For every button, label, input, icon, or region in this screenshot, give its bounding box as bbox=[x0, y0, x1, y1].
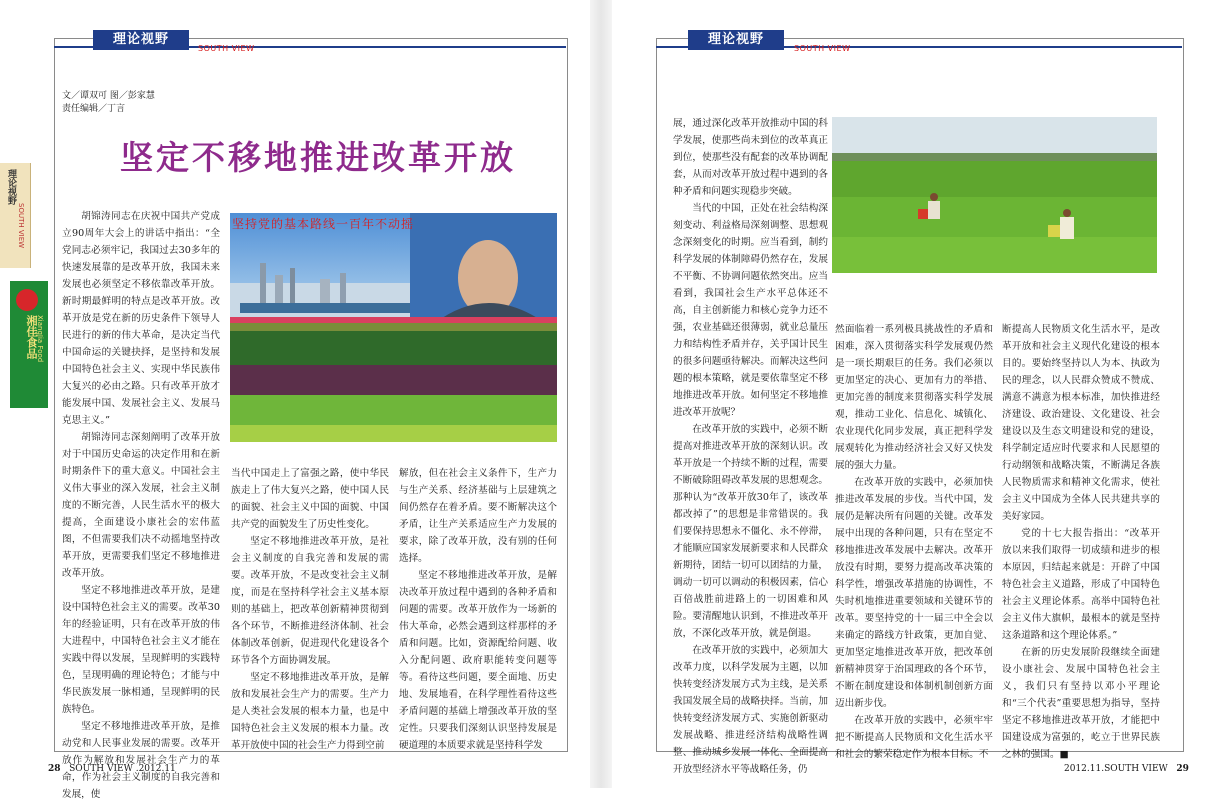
paragraph: 胡锦涛同志深刻阐明了改革开放对于中国历史命运的决定作用和在新时期条件下的重大意义。中国社会主义伟大事业的深入发展，社会主义制度的不断完善，人民生活水平的极大提高，全面建设小康社会的宏伟蓝图，不但需要我们决不动摇地坚持改革开放，更需要我们坚定不移地推进改革开放。 bbox=[62, 432, 220, 579]
section-en-label: SOUTH VIEW bbox=[198, 44, 255, 53]
paragraph: 坚定不移地推进改革开放，是解决改革开放过程中遇到的各种矛盾和问题的需要。改革开放作为一场新的伟大革命，必然会遇到这样那样的矛盾和问题。比如，资源配给问题、收入分配问题、政府职能转变问题等等。看待这些问题，要全面地、历史地、发展地看，在科学理性看待这些矛盾问题的基础上增强改革开放的坚定性。只要我们深刻认识坚持发展是硬道理的本质要求就是坚持科学发 bbox=[399, 570, 557, 751]
paragraph: 在改革开放的实践中，必须加快推进改革发展的步伐。当代中国，发展仍是解决所有问题的关键。改革发展中出现的各种问题，只有在坚定不移地推进改革发展中去解决。改革开放没有时期，要努力提高改革决策的科学性，增强改革措施的协调性，不失时机地推进重要领域和关键环节的改革。要坚持党的十一届三中全会以来确定的路线方针政策，更加自觉、更加坚定地推进改革开放，把改革创新精神贯穿于治国理政的各个环节，不断在制度建设和体制机制创新方面迈出新步伐。 bbox=[835, 477, 993, 709]
section-en-label: SOUTH VIEW bbox=[794, 44, 851, 53]
paragraph: 断提高人民物质文化生活水平，是改革开放和社会主义现代化建设的根本目的。要始终坚持以人为本、执政为民的理念，以人民群众赞成不赞成、满意不满意为根本标准，加快推进经济建设、政治建设、文化建设、社会建设以及生态文明建设和党的建设，科学制定适应时代要求和人民愿望的行动纲领和战略决策，不断满足各族人民物质需求和精神文化需求，使社会主义中国成为全体人民共建共享的美好家园。 bbox=[1002, 324, 1160, 522]
page-number: 28 bbox=[48, 764, 61, 774]
editor-credit: 责任编辑／丁言 bbox=[62, 104, 126, 114]
page-number: 29 bbox=[1176, 764, 1189, 774]
paragraph: 坚定不移地推进改革开放，是推动党和人民事业发展的需要。改革开放作为解放和发展社会生产力的革命，作为社会主义制度的自我完善和发展，使 bbox=[62, 721, 220, 800]
paragraph: 然面临着一系列极具挑战性的矛盾和困难，深入贯彻落实科学发展观仍然是一项长期艰巨的任务。我们必须以更加坚定的决心、更加有力的举措、更加完善的制度来贯彻落实科学发展观，推动工业化、信息化、城镇化、农业现代化同步发展，真正把科学发展观转化为推动经济社会又好又快发展的强大力量。 bbox=[835, 324, 993, 471]
right-col-3 bbox=[1002, 321, 1160, 760]
paragraph: 党的十七大报告指出：“改革开放以来我们取得一切成绩和进步的根本原因，归结起来就是：开辟了中国特色社会主义道路，形成了中国特色社会主义理论体系。高举中国特色社会主义伟大旗帜，最根本的就是坚持这条道路和这个理论体系。” bbox=[1002, 528, 1160, 641]
section-tab: 理论视野 bbox=[688, 30, 784, 50]
right-col-1 bbox=[673, 115, 828, 775]
paragraph: 当代的中国，正处在社会结构深刻变动、利益格局深刻调整、思想观念深刻变化的时期。应当看到，制约科学发展的体制障碍仍然存在，发展不平衡、不协调问题依然突出。应当看到，我国社会生产水平总体还不高，自主创新能力和核心竞争力还不强，农业基础还很薄弱，就业总量压力和结构性矛盾并存，关乎国计民生的很多问题亟待解决。而解决这些问题的根本策略，就是要依靠坚定不移地推进改革开放。如何坚定不移地推进改革开放呢？ bbox=[673, 203, 828, 418]
page-title: 坚定不移地推进改革开放 bbox=[120, 138, 516, 177]
issue-label: 2012.11.SOUTH VIEW bbox=[1064, 764, 1168, 774]
side-section-tab bbox=[0, 163, 31, 268]
paragraph: 胡锦涛同志在庆祝中国共产党成立90周年大会上的讲话中指出：“全党同志必须牢记，我国过去30多年的快速发展靠的是改革开放，我国未来发展也必须坚定不移依靠改革开放。新时期最鲜明的特点是改革开放。改革开放是党在新的历史条件下领导人民进行的新的伟大革命，是决定当代中国命运的关键抉择，是坚持和发展中国特色社会主义、实现中华民族伟大复兴的必由之路。只有改革开放才能发展中国、发展社会主义、发展马克思主义。” bbox=[62, 211, 220, 426]
paragraph: 在改革开放的实践中，必须牢牢把不断提高人民物质和文化生活水平和社会的繁荣稳定作为根本目标。不 bbox=[835, 715, 993, 760]
side-tab-label: 理论视野 bbox=[6, 169, 16, 205]
spread-gutter bbox=[590, 0, 612, 788]
right-col-2 bbox=[835, 321, 993, 760]
author-credit: 文／谭双可 图／彭家慧 bbox=[62, 91, 155, 101]
paragraph: 坚定不移地推进改革开放，是解放和发展社会生产力的需要。生产力是人类社会发展的根本力量，也是中国特色社会主义发展的根本力量。改革开放使中国的社会生产力得到空前 bbox=[231, 672, 389, 751]
sponsor-name-en: XiangJia Food bbox=[36, 315, 44, 363]
billboard-photo bbox=[230, 213, 557, 442]
paragraph: 在改革开放的实践中，必须不断提高对推进改革开放的深刻认识。改革开放是一个持续不断的过程，需要不断破除阻碍改革发展的思想观念。那种认为“改革开放30年了，该改革都改掉了”的思想是非常错误的。我们要保持思想永不僵化、永不停滞，才能顺应国家发展新要求和人民群众新期待，团结一切可以团结的力量，调动一切可以调动的积极因素，信心百倍战胜前进路上的一切困难和风险。要清醒地认识到，不推进改革开放，不深化改革开放，就是倒退。 bbox=[673, 424, 828, 639]
section-tab: 理论视野 bbox=[93, 30, 189, 50]
left-col-2 bbox=[231, 465, 389, 751]
field-photo-image bbox=[832, 117, 1157, 273]
side-tab-en-label: SOUTH VIEW bbox=[17, 203, 25, 249]
sponsor-name: 湘佳食品 bbox=[25, 315, 38, 359]
paragraph: 解放，但在社会主义条件下，生产力与生产关系、经济基础与上层建筑之间仍然存在着矛盾。要不断解决这个矛盾，让生产关系适应生产力发展的要求，除了改革开放，没有别的任何选择。 bbox=[399, 468, 557, 564]
paragraph: 在新的历史发展阶段继续全面建设小康社会、发展中国特色社会主义，我们只有坚持以邓小平理论和“三个代表”重要思想为指导，坚持坚定不移地推进改革开放，才能把中国建设成为富强的，屹立于世界民族之林的强国。■ bbox=[1002, 647, 1160, 760]
right-page bbox=[612, 0, 1219, 788]
paragraph: 当代中国走上了富强之路，使中华民族走上了伟大复兴之路，使中国人民的面貌、社会主义中国的面貌、中国共产党的面貌发生了历史性变化。 bbox=[231, 468, 389, 530]
field-photo bbox=[832, 117, 1157, 273]
article-credits bbox=[62, 90, 155, 116]
paragraph: 坚定不移地推进改革开放，是建设中国特色社会主义的需要。改革30年的经验证明，只有在改革开放的伟大进程中，中国特色社会主义才能在实践中得以发展，呈现鲜明的实践特色，呈现明确的理论特色；才能与中华民族发展一脉相通，呈现鲜明的民族特色。 bbox=[62, 585, 220, 715]
issue-label: SOUTH VIEW .2012.11 bbox=[69, 764, 176, 774]
page-folio bbox=[48, 764, 176, 774]
paragraph: 坚定不移地推进改革开放，是社会主义制度的自我完善和发展的需要。改革开放，不是改变社会主义制度，而是在坚持科学社会主义基本原则的基础上，把改革创新精神贯彻到各个环节，不断推进经济体制、社会体制改革创新，促进现代化建设各个环节各个方面协调发展。 bbox=[231, 536, 389, 666]
paragraph: 展，通过深化改革开放推动中国的科学发展，使那些尚未到位的改革真正到位，使那些没有配套的改革协调配套，从而对改革开放过程中遇到的各种矛盾和问题实现稳步突破。 bbox=[673, 118, 828, 197]
sponsor-logo-icon bbox=[16, 289, 38, 311]
billboard-photo-image bbox=[230, 213, 557, 442]
sponsor-tab bbox=[10, 281, 48, 408]
paragraph: 在改革开放的实践中，必须加大改革力度，以科学发展为主题，以加快转变经济发展方式为主线，是关系我国发展全局的战略抉择。当前，加快转变经济发展方式、实施创新驱动发展战略、推进经济结构战略性调整、推动城乡发展一体化、全面提高开放型经济水平等战略任务，仍 bbox=[673, 645, 828, 775]
left-col-3 bbox=[399, 465, 557, 751]
page-folio bbox=[1064, 764, 1189, 774]
left-page bbox=[0, 0, 590, 800]
photo-caption: 坚持党的基本路线一百年不动摇 bbox=[232, 217, 415, 231]
